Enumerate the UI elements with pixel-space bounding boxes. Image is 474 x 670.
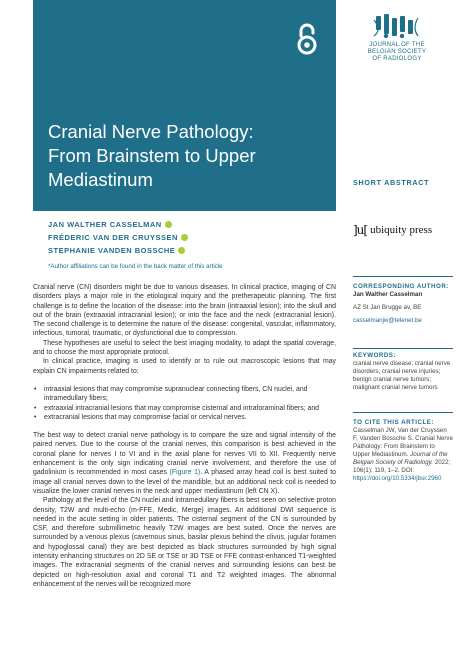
orcid-icon[interactable] <box>165 221 172 228</box>
section-divider <box>353 348 453 349</box>
article-title <box>48 120 328 192</box>
article-type-label: SHORT ABSTRACT <box>353 178 430 187</box>
keywords-list: cranial nerve disease; cranial nerve disorders; cranial nerve injuries; benign cranial nerve tumors; malignant cranial nerve tumors <box>353 360 451 391</box>
author-item[interactable] <box>48 231 188 244</box>
citation-doi-link[interactable]: https://doi.org/10.5334/jbsr.2960 <box>353 475 442 482</box>
affiliation-note: *Author affiliations can be found in the back matter of this article <box>48 263 223 270</box>
publisher-name: ubiquity press <box>370 224 433 236</box>
cite-heading: TO CITE THIS ARTICLE: <box>353 419 434 426</box>
publisher-logo[interactable] <box>353 222 432 238</box>
citation-volume: 2022; 106(1): 119, 1–2. DOI: <box>353 459 451 474</box>
spacer <box>33 422 336 431</box>
section-divider <box>353 276 453 277</box>
author-list <box>48 218 188 257</box>
orcid-icon[interactable] <box>181 234 188 241</box>
keywords-section <box>353 348 453 392</box>
section-divider <box>353 412 453 413</box>
bullet-item: • intraaxial lesions that may compromise supranuclear connecting fibers, CN nuclei, and intramedullary fibers; <box>33 385 336 404</box>
corresponding-author-section <box>353 276 453 325</box>
citation-journal: Journal of the Belgian Society of Radiology. <box>353 451 448 466</box>
article-body <box>33 283 336 589</box>
corresponding-heading: CORRESPONDING AUTHOR: <box>353 283 449 290</box>
journal-name-line-3: OF RADIOLOGY <box>372 56 422 62</box>
header-banner <box>33 0 336 211</box>
publisher-mark: ]u[ <box>353 223 368 237</box>
corresponding-email-link[interactable]: casselmanjw@telenet.be <box>353 317 422 324</box>
bullet-list <box>33 385 336 422</box>
author-name: FRÉDERIC VAN DER CRUYSSEN <box>48 233 178 242</box>
journal-name <box>356 42 438 63</box>
keywords-heading: KEYWORDS: <box>353 352 396 359</box>
author-name: JAN WALTHER CASSELMAN <box>48 220 162 229</box>
citation-text <box>353 427 453 483</box>
open-access-lock-icon <box>296 22 318 56</box>
body-paragraph-2: These hypotheses are useful to select the best imaging modality, to adapt the spatial coverage, and to choose the most appropriate protocol. <box>33 339 336 357</box>
author-item[interactable] <box>48 244 188 257</box>
citation-section <box>353 412 453 483</box>
orcid-icon[interactable] <box>178 247 185 254</box>
paragraph-4-text-a: The best way to detect cranial nerve pathology is to compare the size and signal intensity of the paired nerves. Due to the course of the cranial nerves, this comparison is best achieved in the coronal plane for nerves I to VI and in the axial plane for nerves VII to XII. Frequently nerve enhancement is the only sign indicating cranial nerve involvement, and therefore the use of gadolinium is recommended in most cases <box>33 432 336 477</box>
journal-name-line-1: JOURNAL OF THE <box>369 42 425 48</box>
citation-authors-title: Casselman JW, Van der Cruyssen F, Vanden Bossche S. Cranial Nerve Pathology: From Brainstem to Upper Mediastinum. <box>353 427 453 458</box>
author-name: STEPHANIE VANDEN BOSSCHE <box>48 246 176 255</box>
body-paragraph-1: Cranial nerve (CN) disorders might be due to various diseases. In clinical practice, imaging of CN disorders plays a major role in the etiological inquiry and the pretherapeutic planning. The first challenge is to define the location of the disease: into the brain (intraaxial lesion); into the skull and out of the brain (extraaxial intracranial lesion); or into the face and the neck (extracranial lesion). The second challenge is to determine the nature of the disease: congenital, vascular, inflammatory, infectious, tumoral, traumatic, or dysfunctional due to compression. <box>33 284 336 338</box>
bullet-item: • extracranial lesions that may compromise facial or cervical nerves. <box>33 413 336 422</box>
spacer <box>33 376 336 385</box>
bullet-item: • extraaxial intracranial lesions that may compromise cisternal and intraforaminal fibers; and <box>33 404 336 413</box>
title-line-2: From Brainstem to Upper <box>48 145 256 166</box>
journal-name-line-2: BELGIAN SOCIETY <box>367 49 427 55</box>
body-paragraph-4 <box>33 431 336 496</box>
author-item[interactable] <box>48 218 188 231</box>
title-line-1: Cranial Nerve Pathology: <box>48 121 254 142</box>
corresponding-address: AZ St Jan Brugge av, BE <box>353 304 422 311</box>
corresponding-name: Jan Walther Casselman <box>353 291 423 298</box>
figure-1-link[interactable]: (Figure 1) <box>169 469 201 477</box>
paragraph-4-text-b: . A phased array head coil is best suited to image all cranial nerves down to the level of the mandible, but an additional neck coil is needed to visualize the lower cranial nerves in the neck and upper mediastinum (left CN X). <box>33 469 336 495</box>
title-line-3: Mediastinum <box>48 169 153 190</box>
body-paragraph-5: Pathology at the level of the CN nuclei and intramedullary fibers is best seen on selective proton density, T2W and multi-echo (m-FFE, Medic, Merge) images. An additional DWI sequence is needed in the acute setting in older patients. The cisternal segment of the CN is surrounded by CSF, and therefore submillimetric heavily T2W images are best suited. Once the nerves are surrounded by a venous plexus (cavernous sinus, basilar plexus behind the clivus, jugular foramen and hypoglossal canal) they are best depicted as black structures surrounded by high signal intensity enhancing structures on 2D SE or TSE or 3D TSE or FFE contrast-enhanced T1-weighted images. The extracranial segments of the cranial nerves and surrounding lesions can best be depicted on high-resolution axial and coronal T1 and T2 weighted images. The abnormal enhancement of the nerves will be recognized more <box>33 497 336 588</box>
body-paragraph-3: In clinical practice, imaging is used to identify or to rule out macroscopic lesions that may explain CN impairments related to: <box>33 358 336 375</box>
